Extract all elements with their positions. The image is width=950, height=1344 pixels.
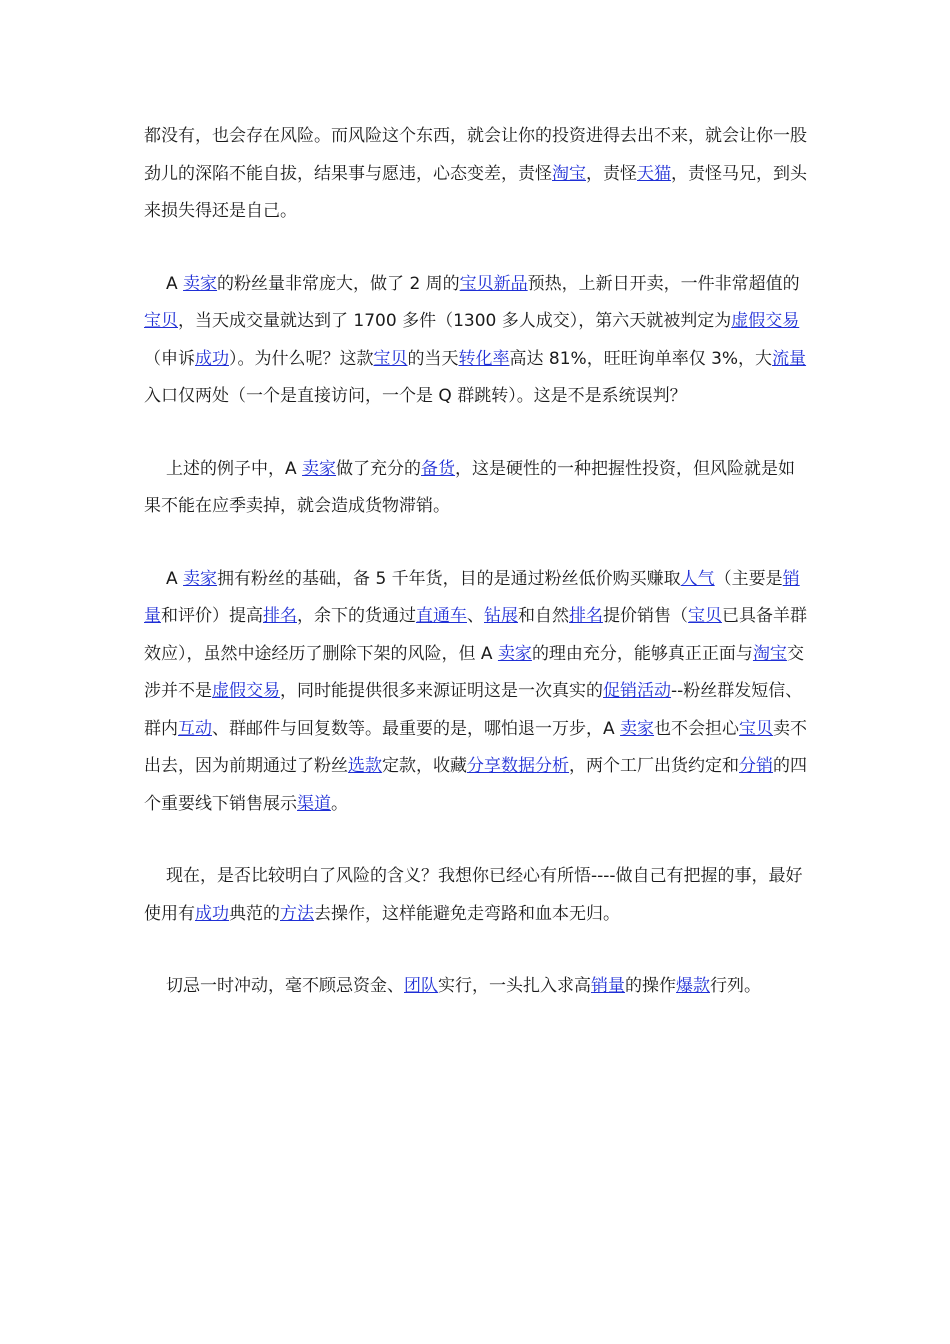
inline-link[interactable]: 爆款 bbox=[676, 976, 710, 996]
paragraph-text: ，这是硬性的一种把握性投资，但风险就是如果不能在应季卖掉，就会造成货物滞销。 bbox=[144, 458, 796, 516]
inline-link[interactable]: 流量 bbox=[772, 348, 807, 369]
inline-link[interactable]: 宝贝 bbox=[144, 311, 178, 331]
paragraph-text: 。 bbox=[331, 793, 348, 814]
inline-link[interactable]: 淘宝 bbox=[552, 163, 586, 184]
inline-link[interactable]: 宝贝新品 bbox=[459, 273, 528, 294]
paragraph-text: 高达 81%，旺旺询单率仅 3%，大 bbox=[509, 348, 773, 369]
paragraph-text: ，当天成交量就达到了 1700 多件（1300 多人成交），第六天就被判定为 bbox=[178, 311, 732, 331]
inline-link[interactable]: 卖家 bbox=[497, 643, 532, 664]
paragraph-text: 、 bbox=[467, 606, 484, 626]
paragraph-text: 的粉丝量非常庞大，做了 2 周的 bbox=[217, 273, 460, 294]
paragraph-text: ，责怪 bbox=[586, 163, 637, 184]
paragraph-text: 卖不出去，因为前期通过了粉丝 bbox=[144, 718, 808, 776]
inline-link[interactable]: 卖家 bbox=[620, 718, 655, 739]
paragraph-text: --粉丝群发短信、群内 bbox=[144, 681, 803, 739]
inline-link[interactable]: 宝贝 bbox=[373, 348, 408, 369]
inline-link[interactable]: 宝贝 bbox=[688, 606, 722, 626]
paragraph-text: 的四个重要线下销售展示 bbox=[144, 756, 807, 814]
paragraph-text: 、群邮件与回复数等。最重要的是，哪怕退一万步，A bbox=[212, 718, 621, 739]
inline-link[interactable]: 虚假交易 bbox=[212, 681, 280, 701]
paragraph-text: 已具备羊群效应），虽然中途经历了删除下架的风险，但 A bbox=[144, 606, 807, 664]
paragraph-text: 实行，一头扎入求高 bbox=[438, 976, 591, 996]
paragraph-text: 都没有，也会存在风险。而风险这个东西，就会让你的投资进得去出不来，就会让你一股劲儿的深陷不能自拔，结果事与愿违，心态变差，责怪 bbox=[144, 126, 807, 184]
paragraph bbox=[144, 266, 810, 416]
inline-link[interactable]: 方法 bbox=[280, 903, 314, 924]
inline-link[interactable]: 销量 bbox=[144, 568, 800, 626]
paragraph-text: 典范的 bbox=[229, 903, 280, 924]
inline-link[interactable]: 成功 bbox=[195, 903, 229, 924]
inline-link[interactable]: 卖家 bbox=[302, 458, 337, 479]
inline-link[interactable]: 团队 bbox=[404, 976, 438, 996]
document-body bbox=[144, 118, 810, 1041]
inline-link[interactable]: 卖家 bbox=[183, 568, 218, 589]
paragraph-text: （申诉 bbox=[144, 348, 195, 369]
paragraph bbox=[144, 858, 810, 933]
paragraph-text: 入口仅两处（一个是直接访问，一个是 Q 群跳转）。这是不是系统误判？ bbox=[144, 386, 687, 406]
paragraph-text: 上述的例子中，A bbox=[166, 458, 303, 479]
inline-link[interactable]: 人气 bbox=[680, 568, 715, 589]
inline-link[interactable]: 促销活动 bbox=[603, 681, 671, 701]
inline-link[interactable]: 排名 bbox=[263, 606, 297, 626]
inline-link[interactable]: 备货 bbox=[421, 458, 456, 479]
inline-link[interactable]: 互动 bbox=[178, 718, 212, 739]
paragraph-text: ，两个工厂出货约定和 bbox=[569, 756, 739, 776]
paragraph-text: A bbox=[166, 273, 184, 294]
paragraph-text: A bbox=[166, 568, 184, 589]
paragraph-text: 现在，是否比较明白了风险的含义？我想你已经心有所悟----做自己有把握的事，最好使用有 bbox=[144, 866, 803, 924]
paragraph bbox=[144, 451, 810, 526]
paragraph-text: （主要是 bbox=[714, 568, 783, 589]
inline-link[interactable]: 卖家 bbox=[183, 273, 218, 294]
inline-link[interactable]: 成功 bbox=[195, 348, 229, 369]
inline-link[interactable]: 钻展 bbox=[484, 606, 518, 626]
paragraph bbox=[144, 561, 810, 824]
paragraph-text: ，责怪马兄，到头来损失得还是自己。 bbox=[144, 163, 807, 221]
inline-link[interactable]: 虚假交易 bbox=[731, 311, 800, 331]
inline-link[interactable]: 直通车 bbox=[416, 606, 467, 626]
paragraph-text: 定款，收藏 bbox=[382, 756, 467, 776]
paragraph-text: 预热，上新日开卖，一件非常超值的 bbox=[527, 273, 800, 294]
paragraph-text: 交涉并不是 bbox=[144, 643, 804, 701]
paragraph-text: 也不会担心 bbox=[654, 718, 740, 739]
paragraph bbox=[144, 118, 810, 231]
inline-link[interactable]: 淘宝 bbox=[752, 643, 787, 664]
inline-link[interactable]: 转化率 bbox=[458, 348, 510, 369]
paragraph-text: 行列。 bbox=[710, 976, 761, 996]
paragraph-text: 和评价）提高 bbox=[161, 606, 263, 626]
inline-link[interactable]: 分销 bbox=[739, 756, 773, 776]
inline-link[interactable]: 选款 bbox=[348, 756, 382, 776]
inline-link[interactable]: 宝贝 bbox=[739, 718, 774, 739]
paragraph-text: 拥有粉丝的基础，备 5 千年货，目的是通过粉丝低价购买赚取 bbox=[217, 568, 681, 589]
inline-link[interactable]: 渠道 bbox=[297, 793, 331, 814]
paragraph-text: 的当天 bbox=[407, 348, 459, 369]
inline-link[interactable]: 销量 bbox=[591, 976, 625, 996]
paragraph-text: 切忌一时冲动，毫不顾忌资金、 bbox=[166, 976, 404, 996]
paragraph-text: ，同时能提供很多来源证明这是一次真实的 bbox=[280, 681, 603, 701]
inline-link[interactable]: 分享数据分析 bbox=[467, 756, 569, 776]
inline-link[interactable]: 排名 bbox=[569, 606, 603, 626]
paragraph-text: ，余下的货通过 bbox=[297, 606, 416, 626]
paragraph-text: 做了充分的 bbox=[336, 458, 422, 479]
paragraph-text: ）。为什么呢？这款 bbox=[229, 348, 374, 369]
inline-link[interactable]: 天猫 bbox=[637, 163, 671, 184]
paragraph-text: 去操作，这样能避免走弯路和血本无归。 bbox=[314, 903, 620, 924]
paragraph-text: 的操作 bbox=[625, 976, 676, 996]
paragraph-text: 提价销售（ bbox=[603, 606, 688, 626]
paragraph-text: 的理由充分，能够真正正面与 bbox=[531, 643, 753, 664]
paragraph-text: 和自然 bbox=[518, 606, 569, 626]
paragraph bbox=[144, 968, 810, 1006]
